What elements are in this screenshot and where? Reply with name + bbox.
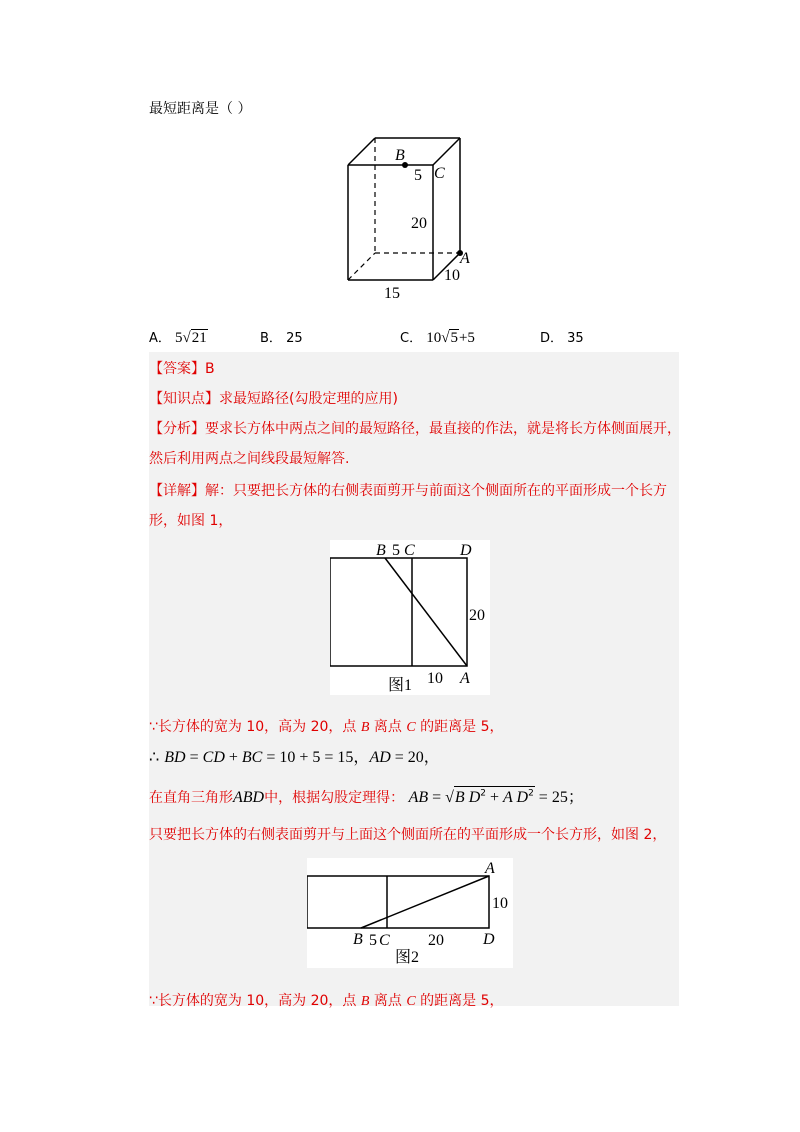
answer-line: 【答案】B — [149, 361, 215, 377]
fig1-label-d: D — [460, 542, 472, 559]
option-d[interactable] — [540, 327, 584, 346]
fig2-label-5: 5 — [369, 932, 377, 949]
option-d-value: 35 — [567, 331, 584, 346]
label-20: 20 — [411, 215, 427, 232]
label-c: C — [434, 165, 445, 182]
fig1-label-5: 5 — [392, 542, 400, 559]
cuboid-figure — [338, 130, 488, 305]
fig2-label-20: 20 — [428, 932, 444, 949]
figure-1 — [330, 540, 490, 695]
since-line-2: ∵长方体的宽为 10，高为 20，点 B 离点 C 的距离是 5， — [149, 993, 504, 1009]
fig1-caption: 图1 — [388, 677, 413, 694]
fig2-label-a: A — [485, 860, 495, 877]
label-b: B — [395, 147, 405, 164]
right-triangle-line: 在直角三角形ABD中，根据勾股定理得： AB = √B $D^2 + A$ $D^2 = 25$； — [149, 784, 584, 807]
fig2-label-b: B — [353, 931, 363, 948]
option-b-value: 25 — [286, 331, 303, 346]
fig2-label-c: C — [379, 932, 390, 949]
fig1-label-c: C — [404, 542, 415, 559]
label-a: A — [460, 250, 470, 267]
knowledge-point-line: 【知识点】求最短路径(勾股定理的应用) — [149, 391, 398, 407]
option-b[interactable] — [260, 327, 303, 346]
option-c-label: C． — [400, 331, 423, 346]
analysis-line-1: 【分析】要求长方体中两点之间的最短路径，最直接的作法，就是将长方体侧面展开， — [149, 421, 681, 437]
fig2-label-d: D — [483, 931, 495, 948]
question-text: 最短距离是（ ） — [149, 101, 252, 117]
option-a-value: 5√21 — [175, 330, 207, 346]
fig1-label-b: B — [376, 542, 386, 559]
detail-line-2: 形，如图 1， — [149, 513, 233, 529]
fig2-label-10: 10 — [492, 895, 508, 912]
fig1-label-10: 10 — [427, 670, 443, 687]
option-c-value: 10√5+5 — [426, 330, 475, 346]
option-c[interactable] — [400, 327, 475, 347]
analysis-line-2: 然后利用两点之间线段最短解答. — [149, 451, 350, 467]
option-d-label: D． — [540, 331, 564, 346]
pythagorean-formula: AB = √B $D^2 + A$ $D^2 = 25$； — [409, 787, 584, 806]
label-10: 10 — [444, 267, 460, 284]
figure-2 — [307, 858, 513, 968]
fig1-label-a: A — [460, 670, 470, 687]
second-unfold-line: 只要把长方体的右侧表面剪开与上面这个侧面所在的平面形成一个长方形，如图 2， — [149, 827, 667, 843]
label-15: 15 — [384, 285, 400, 302]
label-5: 5 — [414, 167, 422, 184]
option-a-label: A． — [149, 331, 171, 346]
fig1-label-20: 20 — [469, 607, 485, 624]
fig2-caption: 图2 — [395, 949, 420, 966]
equation-line-1: ∴ BD = CD + BC = 10 + 5 = 15，AD = 20， — [149, 747, 440, 766]
since-line-1: ∵长方体的宽为 10，高为 20，点 B 离点 C 的距离是 5， — [149, 719, 504, 735]
option-b-label: B． — [260, 331, 282, 346]
option-a[interactable] — [149, 327, 208, 347]
detail-line-1: 【详解】解：只要把长方体的右侧表面剪开与前面这个侧面所在的平面形成一个长方 — [149, 483, 667, 499]
